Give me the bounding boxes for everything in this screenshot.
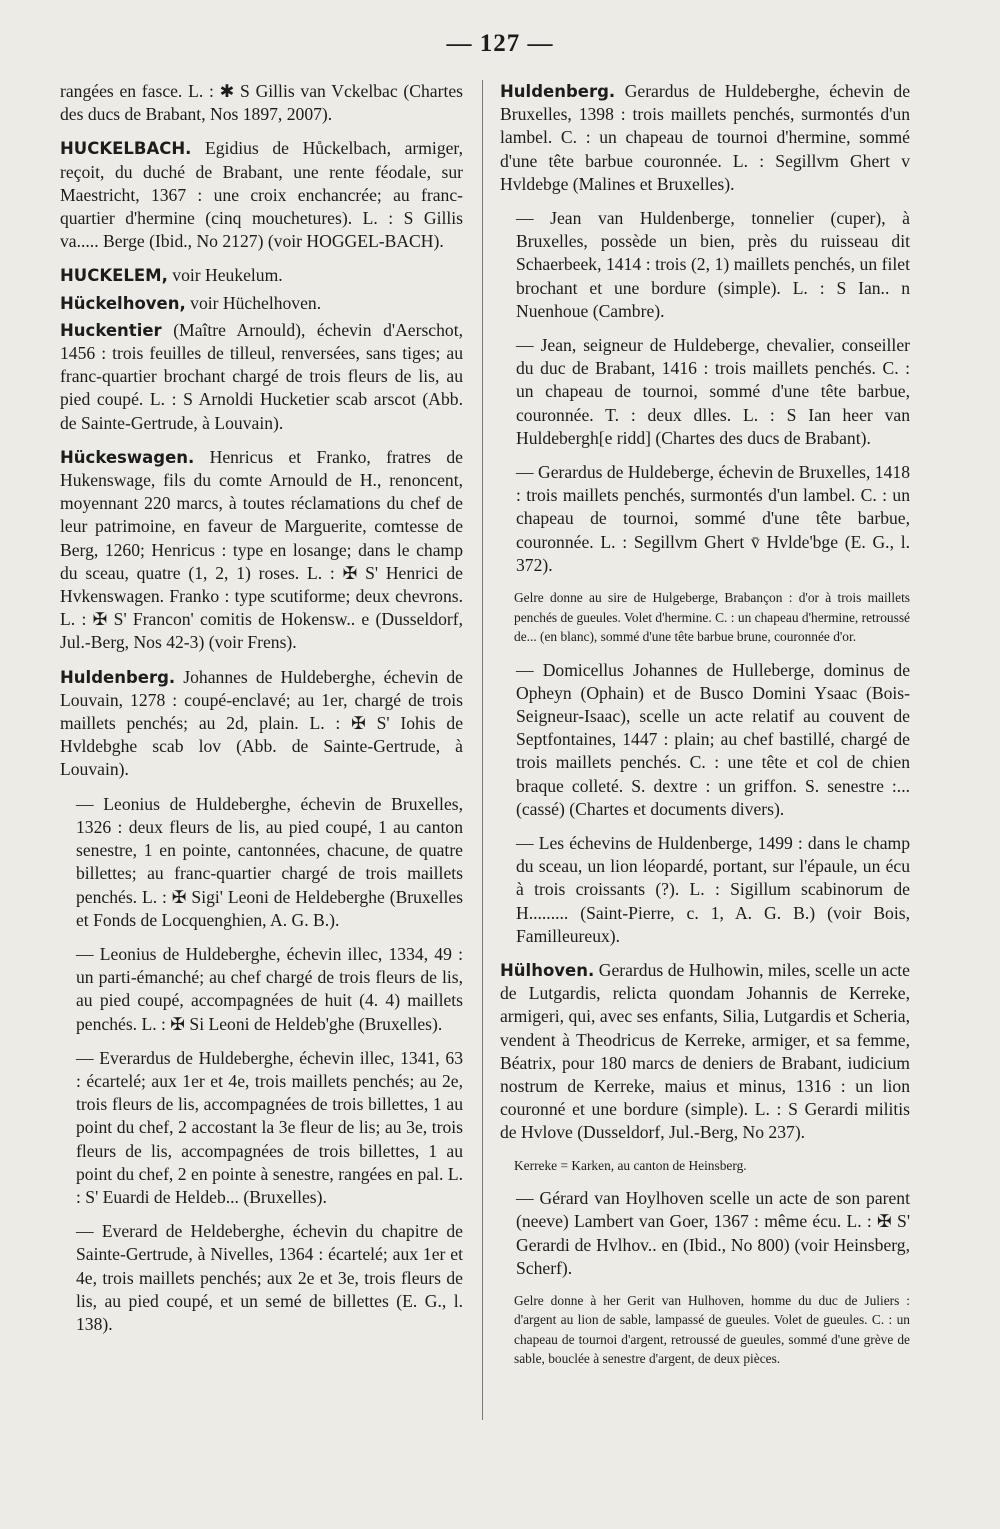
sub-entry: — Jean van Huldenberge, tonnelier (cuper), à Bruxelles, possède un bien, près du ruisseau dit Schaerbeek, 1414 : trois (2, 1) maillets penchés, un filet brochant et une bordure (simple). L. : S Ian.. n Nuenhoue (Cambre).	[516, 208, 910, 321]
sub-entry: — Jean, seigneur de Huldeberge, chevalier, conseiller du duc de Brabant, 1416 : trois maillets penchés. C. : un chapeau de tournoi, sommé d'une tête barbue, couronnée. T. : deux dlles. L. : S Ian heer van Huldebergh[e ridd] (Chartes des ducs de Brabant).	[516, 335, 910, 448]
entry-huckelhoven: Hückelhoven, voir Hüchelhoven.	[60, 292, 322, 313]
sub-entry: — Everardus de Huldeberghe, échevin illec, 1341, 63 : écartelé; aux 1er et 4e, trois maillets penchés; au 2e, trois fleurs de lis, accompagnées de trois billettes, 1 au point du chef, 2 accostant la 3e fleur de lis; au 3e, trois fleurs de lis, accompagnées de trois billettes, 1 au point du chef, 2 en pointe à senestre, rangées en pal. L. : S' Euardi de Heldeb... (Bruxelles).	[76, 1047, 463, 1207]
headword: Huckentier	[60, 320, 162, 340]
sub-entry: — Les échevins de Huldenberge, 1499 : dans le champ du sceau, un lion léopardé, portant, sur l'épaule, un écu à trois croissants (?). L. : Sigillum scabinorum de H......... (Saint-Pierre, c. 1, A. G. B.) (voir Bois, Familleureux).	[516, 832, 910, 946]
footnote: Kerreke = Karken, au canton de Heinsberg.	[514, 1157, 747, 1173]
entry-huldenberg: Huldenberg. Gerardus de Huldeberghe, échevin de Bruxelles, 1398 : trois maillets penchés, surmontés d'un lambel. C. : un chapeau de tournoi d'hermine, sommé d'une tête barbue couronnée. L. : Segillvm Ghert v Hvldebge (Malines et Bruxelles).	[500, 81, 910, 194]
entry-huckentier: Huckentier (Maître Arnould), échevin d'Aerschot, 1456 : trois feuilles de tilleul, renversées, sans tiges; au franc-quartier brochant chargé de trois fleurs de lis, au pied coupé. L. : S Arnoldi Hucketier scab arscot (Abb. de Sainte-Gertrude, à Louvain).	[60, 319, 463, 433]
headword: HUCKELBACH.	[60, 139, 192, 159]
headword: Hülhoven.	[500, 961, 595, 980]
page-number: — 127 —	[446, 30, 554, 57]
sub-entry: — Gérard van Hoylhoven scelle un acte de son parent (neeve) Lambert van Goer, 1367 : même écu. L. : ✠ S' Gerardi de Hvlhov.. en (Ibid., No 800) (voir Heinsberg, Scherf).	[516, 1188, 910, 1278]
entry-huckeswagen: Hückeswagen. Henricus et Franko, fratres de Hukenswage, fils du comte Arnould de H., renoncent, moyennant 220 marcs, à toutes réclamations du chef de leur patrimoine, en faveur de Marguerite, comtesse de Berg, 1260; Henricus : type en losange; dans le champ du sceau, quatre (1, 2, 1) roses. L. : ✠ S' Henrici de Hvkenswagen. Franko : type scutiforme; deux chevrons. L. : ✠ S' Francon' comitis de Hokensw.. e (Dusseldorf, Jul.-Berg, Nos 42-3) (voir Frens).	[60, 446, 463, 653]
sub-entry: — Domicellus Johannes de Hulleberge, dominus de Opheyn (Ophain) et de Busco Domini Ysaac (Bois-Seigneur-Isaac), scelle un acte relatif au couvent de Septfontaines, 1447 : plain; au chef bastillé, chargé de trois maillets penchés. C. : une tête et col de chien braque colleté. S. dextre : un griffon. S. senestre :... (cassé) (Chartes et documents divers).	[516, 659, 910, 819]
right-column	[500, 80, 910, 1381]
headword: Huldenberg.	[500, 82, 616, 101]
sub-entry: — Everard de Heldeberghe, échevin du chapitre de Sainte-Gertrude, à Nivelles, 1364 : écartelé; aux 1er et 4e, trois maillets penchés; aux 2e et 3e, trois fleurs de lis, au pied coupé, et un semé de billettes (E. G., l. 138).	[76, 1221, 463, 1334]
entry-huckelbach: HUCKELBACH. Egidius de Hůckelbach, armiger, reçoit, du duché de Brabant, une rente féodale, sur Maestricht, 1367 : une croix enchancrée; au franc-quartier d'hermine (cinq mouchetures). L. : S Gillis va..... Berge (Ibid., No 2127) (voir HOGGEL-BACH).	[60, 138, 463, 252]
footnote: Gelre donne au sire de Hulgeberge, Brabançon : d'or à trois maillets penchés de gueules. Volet d'hermine. C. : un chapeau d'hermine, retroussé de... (en blanc), sommé d'une tête barbue brune, couronnée d'or.	[514, 590, 910, 645]
entry-huckelem: HUCKELEM, voir Heukelum.	[60, 265, 283, 286]
entry-huldenberg: Huldenberg. Johannes de Huldeberghe, échevin de Louvain, 1278 : coupé-enclavé; au 1er, chargé de trois maillets penchés; au 2d, plain. L. : ✠ S' Iohis de Hvldebghe scab lov (Abb. de Sainte-Gertrude, à Louvain).	[60, 666, 463, 780]
footnote: Gelre donne à her Gerit van Hulhoven, homme du duc de Juliers : d'argent au lion de sable, lampassé de gueules. Volet de gueules. C. : un chapeau de tournoi d'argent, retroussé de gueules, sommé d'une grève de sable, bouclée à senestre d'argent, de deux pièces.	[514, 1292, 910, 1367]
entry-hulhoven: Hülhoven. Gerardus de Hulhowin, miles, scelle un acte de Lutgardis, relicta quondam Johannis de Kerreke, armigeri, qui, avec ses enfants, Silia, Lutgardis et Scheria, vendent à Theodricus de Kerreke, armiger, et sa femme, Béatrix, pour 180 marcs de deniers de Brabant, iudicium nostrum de Kerreke, maius et minus, 1316 : un lion couronné et une bordure (simple). L. : S Gerardi militis de Hvlove (Dusseldorf, Jul.-Berg, No 237).	[500, 960, 910, 1143]
sub-entry: — Leonius de Huldeberghe, échevin illec, 1334, 49 : un parti-émanché; au chef chargé de trois fleurs de lis, au pied coupé, accompagnées de huit (4. 4) maillets penchés. L. : ✠ Si Leoni de Heldeb'ghe (Bruxelles).	[76, 943, 463, 1034]
sub-entry: — Gerardus de Huldeberge, échevin de Bruxelles, 1418 : trois maillets penchés, surmontés d'un lambel. C. : un chapeau de tournoi, sommé d'une tête barbue, couronnée. L. : Segillvm Ghert v̄ Hvlde'bge (E. G., l. 372).	[516, 462, 910, 575]
left-column	[60, 80, 463, 1347]
entry-continuation: rangées en fasce. L. : ✱ S Gillis van Vckelbac (Chartes des ducs de Brabant, Nos 1897, 2007).	[60, 81, 463, 125]
headword: Hückeswagen.	[60, 447, 195, 467]
headword: HUCKELEM,	[60, 266, 168, 286]
column-divider	[482, 80, 483, 1420]
sub-entry: — Leonius de Huldeberghe, échevin de Bruxelles, 1326 : deux fleurs de lis, au pied coupé, 1 au canton senestre, 1 en pointe, cantonnées, chacune, de quatre billettes; au franc-quartier chargé de trois maillets penchés. L. : ✠ Sigi' Leoni de Heldeberghe (Bruxelles et Fonds de Locquenghien, A. G. B.).	[76, 793, 463, 930]
headword: Huldenberg.	[60, 667, 176, 687]
headword: Hückelhoven,	[60, 293, 186, 313]
